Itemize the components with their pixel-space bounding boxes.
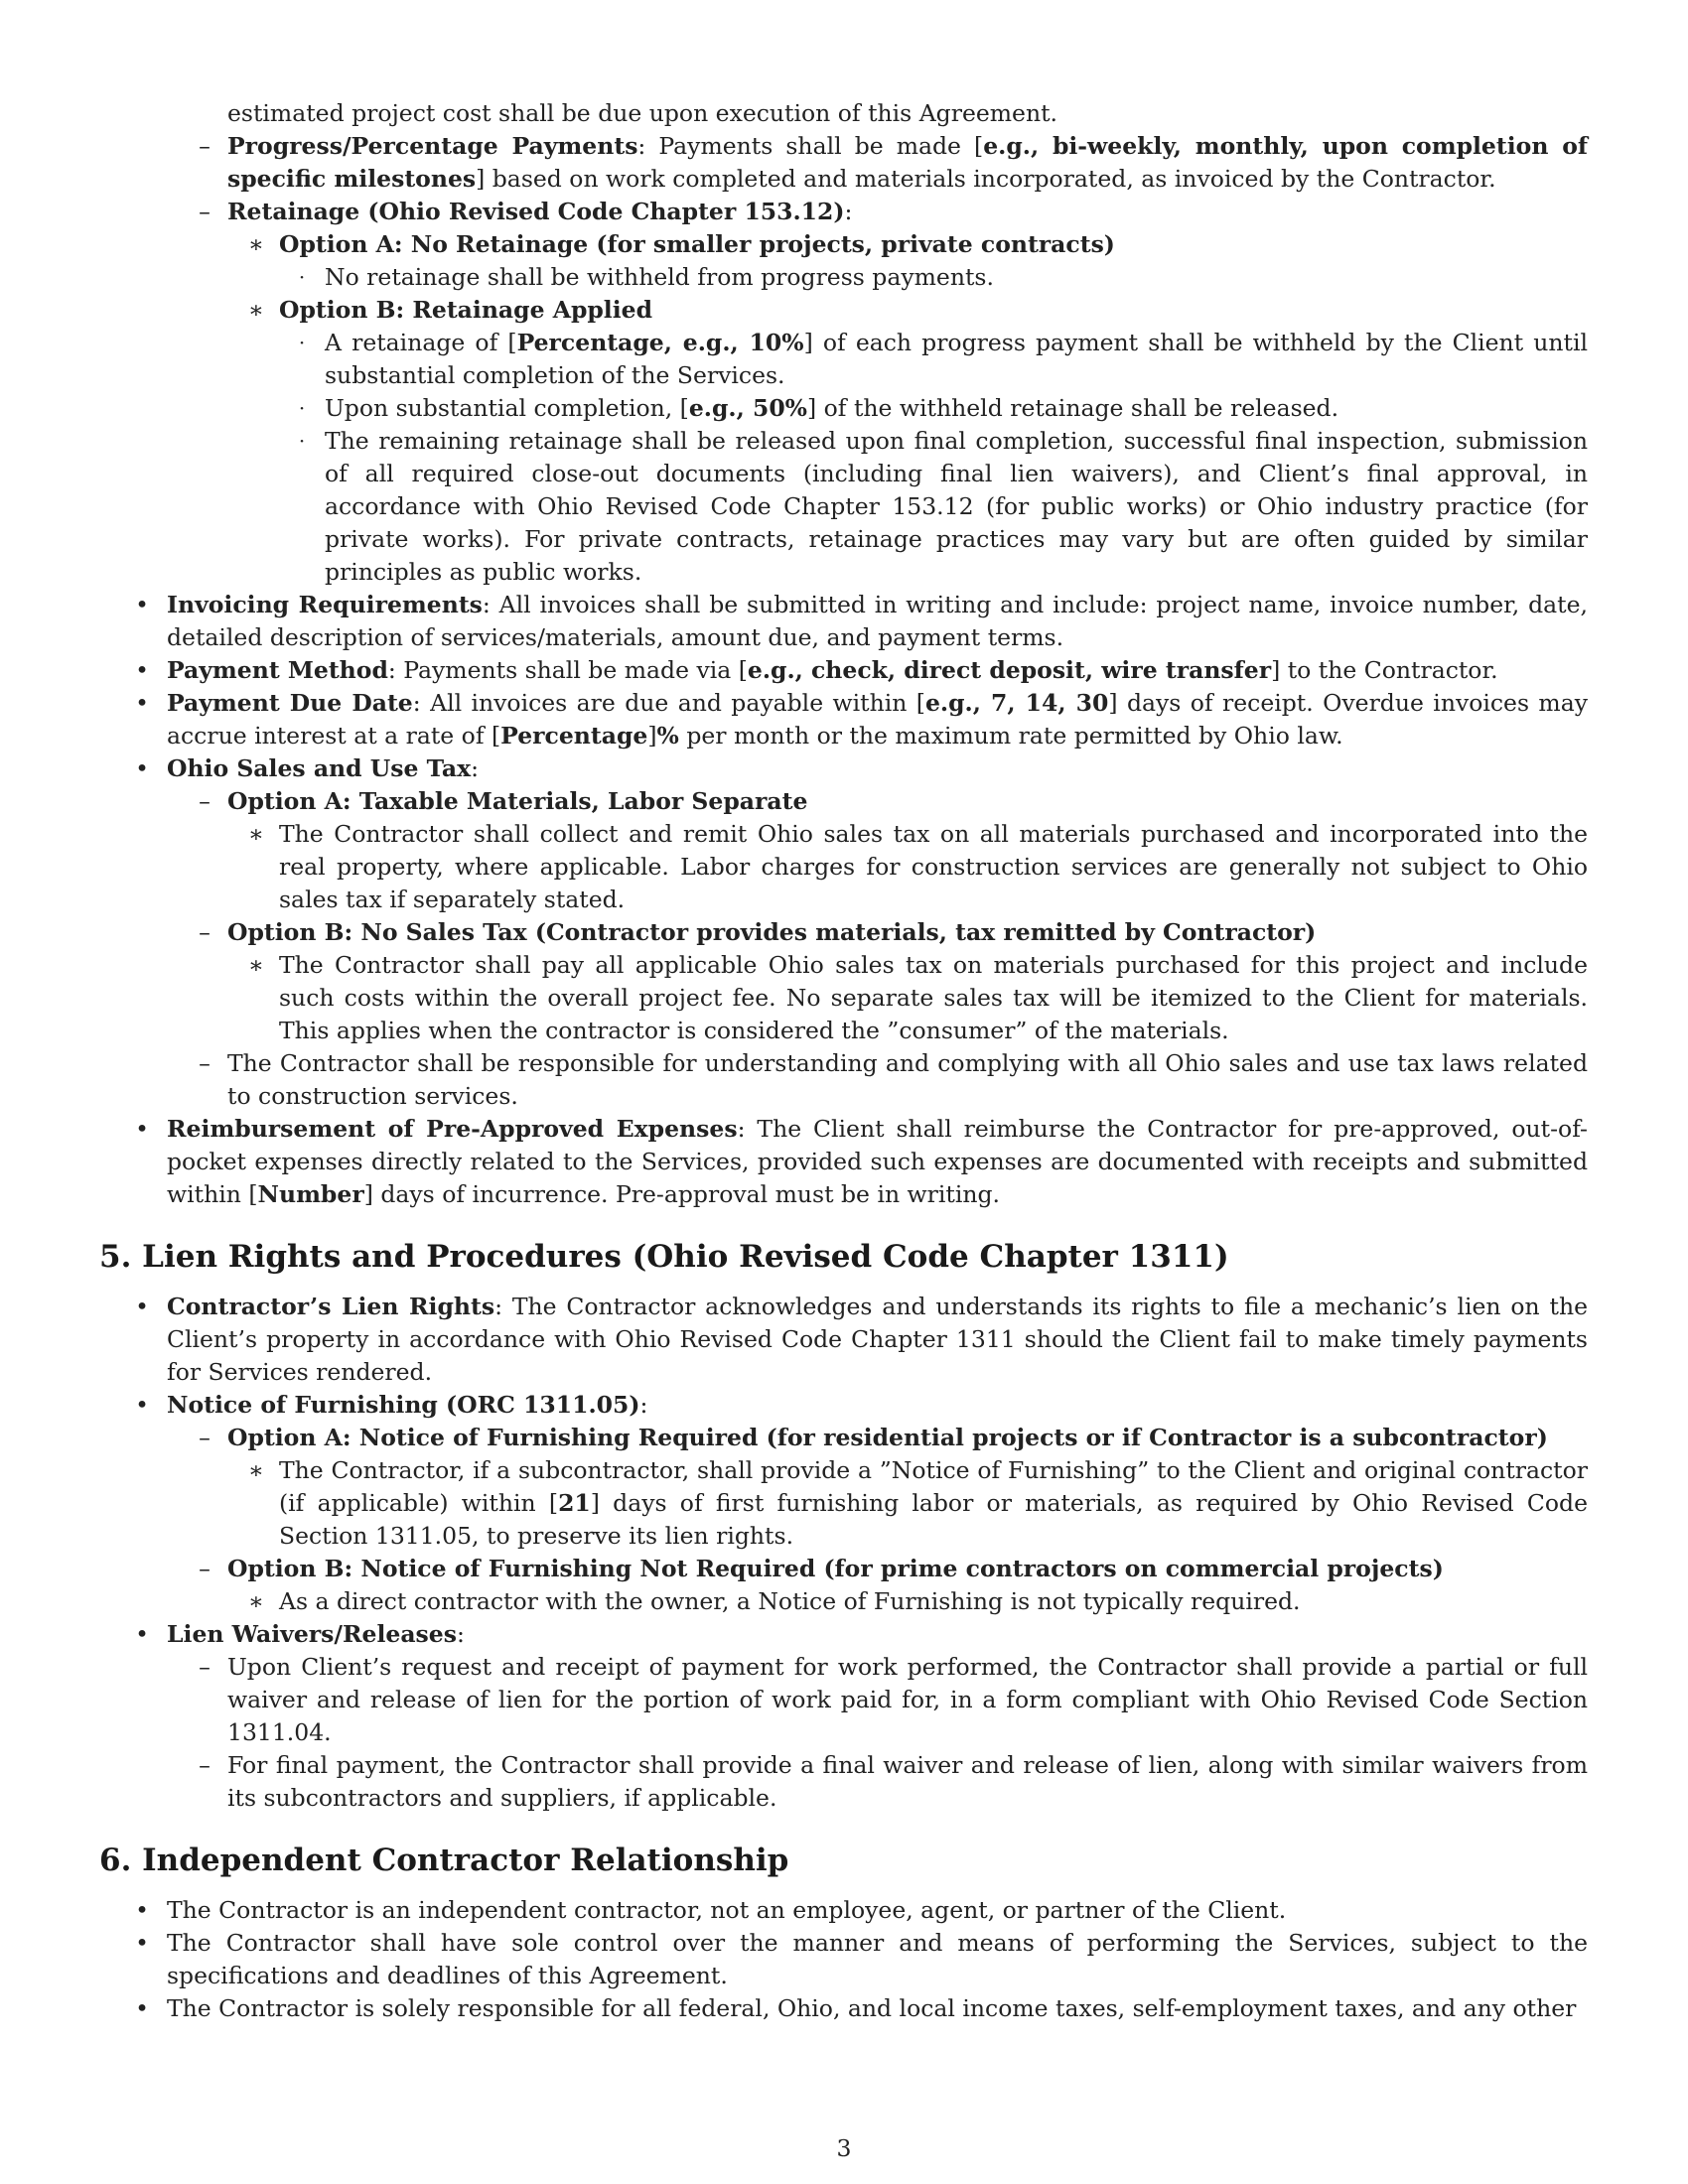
dash-marker: – (199, 1555, 211, 1582)
bullet-marker: • (135, 689, 149, 717)
list-item (0, 1047, 1688, 1113)
star-marker: ∗ (248, 296, 264, 324)
text-run: : (639, 1391, 648, 1419)
bullet-marker: • (135, 754, 149, 782)
dash-marker: – (199, 132, 211, 160)
item-text (227, 1422, 1588, 1454)
dash-marker: – (199, 1049, 211, 1077)
star-marker: ∗ (248, 230, 264, 258)
item-text (167, 1389, 1588, 1422)
text-run: : The Client shall reimburse the Contractor for pre-approved, out-of-pocket expenses directly related to the Services, provided such expenses are documented with receipts and submitted within [ (167, 1115, 1588, 1208)
dot-marker: · (298, 396, 306, 420)
item-text (227, 130, 1588, 196)
bold-text: Option B: Retainage Applied (279, 296, 653, 324)
text-run: The Contractor, if a subcontractor, shall provide a ”Notice of Furnishing” to the Client and original contractor (if applicable) within [ (279, 1456, 1588, 1517)
list-item (0, 1585, 1688, 1618)
item-text (167, 654, 1588, 687)
list-item (0, 1389, 1688, 1422)
bold-text: e.g., 50% (688, 394, 808, 422)
bold-text: Percentage (500, 722, 648, 750)
bold-text: e.g., bi-weekly, monthly, upon completion of specific milestones (227, 132, 1588, 193)
text-run: : (844, 198, 853, 225)
list-item (0, 1454, 1688, 1553)
list-item (0, 327, 1688, 392)
bold-text: Ohio Sales and Use Tax (167, 754, 472, 782)
text-run: The Contractor is solely responsible for all federal, Ohio, and local income taxes, self-employment taxes, and any other (167, 1994, 1577, 2022)
text-run: The Contractor shall pay all applicable Ohio sales tax on materials purchased for this project and include such costs within the overall project fee. No separate sales tax will be itemized to the Client for materials. This applies when the contractor is considered the ”consumer” of the materials. (279, 951, 1588, 1044)
text-run: For final payment, the Contractor shall provide a final waiver and release of lien, along with similar waivers from its subcontractors and suppliers, if applicable. (227, 1751, 1588, 1812)
text-run: Upon substantial completion, [ (325, 394, 689, 422)
list-item (0, 916, 1688, 949)
bold-text: Contractor’s Lien Rights (167, 1293, 495, 1320)
bold-text: Payment Due Date (167, 689, 413, 717)
dot-marker: · (298, 429, 306, 453)
text-run: : Payments shall be made via [ (387, 656, 748, 684)
bold-text: Reimbursement of Pre-Approved Expenses (167, 1115, 738, 1143)
star-marker: ∗ (248, 1587, 264, 1615)
item-text (279, 228, 1588, 261)
list-item (0, 1651, 1688, 1749)
item-text (279, 949, 1588, 1047)
text-run: per month or the maximum rate permitted by Ohio law. (678, 722, 1343, 750)
list-item (0, 1618, 1688, 1651)
dot-marker: · (298, 331, 306, 354)
list-item (0, 1894, 1688, 1927)
bullet-marker: • (135, 1994, 149, 2022)
bold-text: Option A: No Retainage (for smaller projects, private contracts) (279, 230, 1115, 258)
item-text (227, 785, 1588, 818)
item-text (167, 1927, 1588, 1992)
item-text (279, 294, 1588, 327)
list-item (0, 294, 1688, 327)
bullet-marker: • (135, 1620, 149, 1648)
item-text (227, 1651, 1588, 1749)
bold-text: Retainage (Ohio Revised Code Chapter 153.12) (227, 198, 845, 225)
list-item (0, 261, 1688, 294)
item-text (227, 97, 1588, 130)
item-text (227, 196, 1588, 228)
item-text (167, 589, 1588, 654)
item-text (325, 425, 1588, 589)
item-text (167, 1618, 1588, 1651)
item-text (325, 261, 1588, 294)
list-item (0, 392, 1688, 425)
text-run: ] based on work completed and materials incorporated, as invoiced by the Contractor. (476, 165, 1496, 193)
list-item (0, 949, 1688, 1047)
item-text (167, 1894, 1588, 1927)
text-run: ] of each progress payment shall be withheld by the Client until substantial completion of the Services. (325, 329, 1589, 389)
text-run: A retainage of [ (325, 329, 517, 356)
text-run: : (471, 754, 480, 782)
section-heading: 5. Lien Rights and Procedures (Ohio Revised Code Chapter 1311) (99, 1239, 1229, 1275)
item-text (227, 1749, 1588, 1815)
list-item (0, 1422, 1688, 1454)
text-run: : All invoices are due and payable within [ (412, 689, 925, 717)
item-text (325, 327, 1588, 392)
paragraph (0, 97, 1688, 130)
bold-text: Invoicing Requirements (167, 591, 483, 618)
text-run: The Contractor shall be responsible for understanding and complying with all Ohio sales and use tax laws related to construction services. (227, 1049, 1588, 1110)
item-text (167, 1291, 1588, 1389)
bullet-marker: • (135, 1896, 149, 1924)
star-marker: ∗ (248, 820, 264, 848)
item-text (325, 392, 1588, 425)
item-text (279, 1454, 1588, 1553)
list-item (0, 196, 1688, 228)
item-text (167, 1992, 1588, 2025)
list-item (0, 654, 1688, 687)
text-run: The remaining retainage shall be released upon final completion, successful final inspection, submission of all required close-out documents (including final lien waivers), and Client’s final approval, in accordance with Ohio Revised Code Chapter 153.12 (for public works) or Ohio industry practice (for private works). For private contracts, retainage practices may vary but are often guided by similar principles as public works. (325, 427, 1588, 586)
bold-text: % (656, 722, 679, 750)
list-item (0, 228, 1688, 261)
document-body (0, 97, 1688, 2025)
dot-marker: · (298, 265, 306, 289)
star-marker: ∗ (248, 1456, 264, 1484)
text-run: The Contractor is an independent contractor, not an employee, agent, or partner of the Client. (167, 1896, 1287, 1924)
list-item (0, 752, 1688, 785)
text-run: ] days of first furnishing labor or materials, as required by Ohio Revised Code Section 1311.05, to preserve its lien rights. (279, 1489, 1588, 1550)
text-run: ] (647, 722, 657, 750)
bullet-marker: • (135, 1115, 149, 1143)
bullet-marker: • (135, 656, 149, 684)
dash-marker: – (199, 918, 211, 946)
text-run: ] to the Contractor. (1271, 656, 1498, 684)
item-text (167, 752, 1588, 785)
text-run: The Contractor shall have sole control over the manner and means of performing the Services, subject to the specifications and deadlines of this Agreement. (167, 1929, 1588, 1989)
dash-marker: – (199, 1424, 211, 1451)
bold-text: e.g., 7, 14, 30 (924, 689, 1109, 717)
text-run: : All invoices shall be submitted in writing and include: project name, invoice number, date, detailed description of services/materials, amount due, and payment terms. (167, 591, 1588, 651)
item-text (227, 1553, 1588, 1585)
section-heading: 6. Independent Contractor Relationship (99, 1843, 789, 1878)
text-run: The Contractor shall collect and remit Ohio sales tax on all materials purchased and incorporated into the real property, where applicable. Labor charges for construction services are generally not subject to Ohio sales tax if separately stated. (279, 820, 1588, 913)
item-text (167, 1113, 1588, 1211)
list-item (0, 130, 1688, 196)
dash-marker: – (199, 1653, 211, 1681)
bold-text: Percentage, e.g., 10% (516, 329, 804, 356)
list-item (0, 687, 1688, 752)
list-item (0, 1927, 1688, 1992)
bullet-marker: • (135, 1391, 149, 1419)
bold-text: Number (257, 1180, 364, 1208)
bold-text: Option B: No Sales Tax (Contractor provides materials, tax remitted by Contractor) (227, 918, 1317, 946)
star-marker: ∗ (248, 951, 264, 979)
list-item (0, 1553, 1688, 1585)
list-item (0, 1749, 1688, 1815)
bold-text: Option A: Notice of Furnishing Required (for residential projects or if Contractor is a subcontractor) (227, 1424, 1548, 1451)
bold-text: Lien Waivers/Releases (167, 1620, 457, 1648)
text-run: ] days of receipt. Overdue invoices may accrue interest at a rate of [ (167, 689, 1589, 750)
item-text (167, 687, 1588, 752)
bold-text: Payment Method (167, 656, 388, 684)
list-item (0, 785, 1688, 818)
item-text (279, 1585, 1588, 1618)
bold-text: Progress/Percentage Payments (227, 132, 638, 160)
bullet-marker: • (135, 591, 149, 618)
list-item (0, 589, 1688, 654)
bold-text: 21 (558, 1489, 591, 1517)
dash-marker: – (199, 787, 211, 815)
text-run: Upon Client’s request and receipt of payment for work performed, the Contractor shall provide a partial or full waiver and release of lien for the portion of work paid for, in a form compliant with Ohio Revised Code Section 1311.04. (227, 1653, 1588, 1746)
bullet-marker: • (135, 1293, 149, 1320)
bold-text: Option B: Notice of Furnishing Not Required (for prime contractors on commercial projects) (227, 1555, 1444, 1582)
item-text (279, 818, 1588, 916)
page-number: 3 (836, 2134, 852, 2162)
dash-marker: – (199, 198, 211, 225)
text-run: No retainage shall be withheld from progress payments. (325, 263, 994, 291)
text-run: : Payments shall be made [ (637, 132, 984, 160)
item-text (227, 1047, 1588, 1113)
text-run: ] days of incurrence. Pre-approval must be in writing. (363, 1180, 1001, 1208)
bold-text: Notice of Furnishing (ORC 1311.05) (167, 1391, 640, 1419)
dash-marker: – (199, 1751, 211, 1779)
text-run: estimated project cost shall be due upon execution of this Agreement. (227, 99, 1057, 127)
text-run: : (456, 1620, 465, 1648)
list-item (0, 1113, 1688, 1211)
item-text (227, 916, 1588, 949)
list-item (0, 425, 1688, 589)
bold-text: Option A: Taxable Materials, Labor Separate (227, 787, 808, 815)
list-item (0, 1992, 1688, 2025)
list-item (0, 1291, 1688, 1389)
bold-text: e.g., check, direct deposit, wire transfer (747, 656, 1272, 684)
text-run: : The Contractor acknowledges and understands its rights to file a mechanic’s lien on the Client’s property in accordance with Ohio Revised Code Chapter 1311 should the Client fail to make timely payments for Services rendered. (167, 1293, 1588, 1386)
text-run: As a direct contractor with the owner, a Notice of Furnishing is not typically required. (279, 1587, 1301, 1615)
list-item (0, 818, 1688, 916)
bullet-marker: • (135, 1929, 149, 1957)
text-run: ] of the withheld retainage shall be released. (807, 394, 1339, 422)
